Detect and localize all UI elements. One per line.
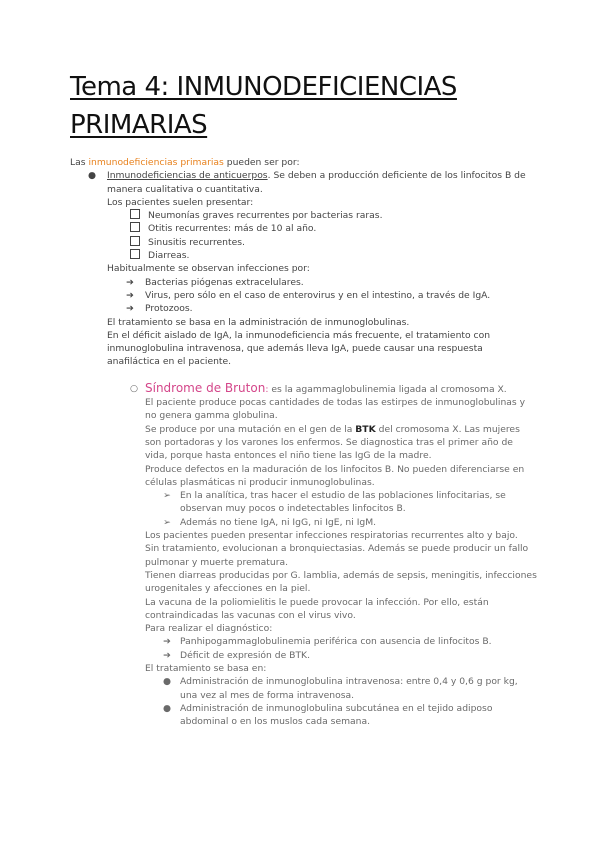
text-span: del cromosoma X. Las mujeres — [375, 423, 520, 435]
text-line: Tienen diarreas producidas por G. lamblia, además de sepsis, meningitis, infecciones — [145, 569, 537, 581]
list-item — [162, 675, 520, 688]
text-line: vida, porque hasta entonces el niño tiene las IgG de la madre. — [145, 450, 432, 462]
checklist-item — [148, 236, 600, 249]
text-line: La vacuna de la poliomielitis le puede provocar la infección. Por ello, están — [145, 596, 489, 608]
page-title-line2: PRIMARIAS — [70, 110, 208, 140]
text-line: El tratamiento se basa en la administración de inmunoglobulinas. — [107, 316, 410, 328]
list-item-continuation: abdominal o en los muslos cada semana. — [180, 716, 371, 728]
list-item-label: Virus, pero sólo en el caso de enterovirus y en el intestino, a través de IgA. — [145, 289, 491, 301]
text-line: son portadoras y los varones los enfermos. Se diagnostica tras el primer año de — [145, 436, 513, 448]
checkbox-icon — [130, 209, 140, 219]
arrowhead-icon: ➢ — [163, 516, 171, 528]
bruton-colon: : — [265, 383, 269, 395]
checkbox-icon — [130, 236, 140, 246]
document-body — [0, 156, 600, 728]
list-item — [163, 489, 520, 502]
arrow-icon: ➔ — [126, 289, 134, 301]
arrowhead-icon: ➢ — [163, 490, 171, 502]
text-line — [145, 423, 525, 436]
anticuerpos-heading — [87, 169, 600, 182]
list-item-label: Panhipogammaglobulinemia periférica con ausencia de linfocitos B. — [180, 636, 492, 648]
checklist-item — [148, 209, 600, 222]
intro-highlight: inmunodeficiencias primarias — [88, 157, 224, 168]
page-title-line1: Tema 4: INMUNODEFICIENCIAS — [70, 72, 457, 102]
arrow-icon: ➔ — [163, 649, 171, 661]
text-line: manera cualitativa o cuantitativa. — [107, 183, 263, 195]
text-line: urogenitales y afecciones en la piel. — [145, 583, 311, 595]
arrow-icon: ➔ — [126, 303, 134, 315]
intro-suffix: pueden ser por: — [223, 157, 300, 168]
text-line: En el déficit aislado de IgA, la inmunodeficiencia más frecuente, el tratamiento con — [107, 329, 491, 341]
bullet-dot-icon: ● — [162, 676, 172, 688]
text-span: Se produce por una mutación en el gen de la — [145, 423, 356, 435]
intro-prefix: Las — [70, 157, 89, 168]
list-item-label: Bacterias piógenas extracelulares. — [145, 276, 304, 288]
checklist-label: Neumonías graves recurrentes por bacterias raras. — [148, 210, 383, 222]
intro-paragraph — [70, 156, 600, 169]
checklist-label: Otitis recurrentes: más de 10 al año. — [148, 223, 317, 235]
text-line: Los pacientes pueden presentar infecciones respiratorias recurrentes alto y bajo. — [145, 530, 518, 542]
checkbox-icon — [130, 249, 140, 259]
list-item — [163, 635, 520, 648]
arrow-icon: ➔ — [126, 276, 134, 288]
text-line: El tratamiento se basa en: — [145, 662, 267, 674]
arrow-icon: ➔ — [163, 636, 171, 648]
bruton-desc: es la agammaglobulinemia ligada al cromosoma X. — [268, 383, 507, 395]
list-item — [163, 649, 520, 662]
text-line: Sin tratamiento, evolucionan a bronquiectasias. Además se puede producir un fallo — [145, 543, 529, 555]
bullet-circle-icon: ○ — [129, 382, 139, 394]
list-item-label: Protozoos. — [145, 303, 193, 315]
text-line: Para realizar el diagnóstico: — [145, 623, 273, 635]
list-item-continuation: una vez al mes de forma intravenosa. — [180, 689, 355, 701]
text-line: El paciente produce pocas cantidades de todas las estirpes de inmunoglobulinas y — [145, 397, 526, 409]
checklist-label: Sinusitis recurrentes. — [148, 236, 245, 248]
list-item — [163, 516, 520, 529]
list-item-label: Administración de inmunoglobulina intravenosa: entre 0,4 y 0,6 g por kg, — [180, 676, 518, 688]
text-line: Produce defectos en la maduración de los linfocitos B. No pueden diferenciarse en — [145, 463, 525, 475]
list-item — [126, 276, 600, 289]
anticuerpos-title: Inmunodeficiencias de anticuerpos — [107, 170, 268, 182]
text-line: Los pacientes suelen presentar: — [107, 196, 254, 208]
list-item-label: Déficit de expresión de BTK. — [180, 649, 311, 661]
text-line: contraindicadas las vacunas con el virus vivo. — [145, 609, 356, 621]
text-line: no genera gamma globulina. — [145, 410, 278, 422]
checklist-item — [148, 249, 600, 262]
text-line: inmunoglobulina intravenosa, que además lleva IgA, puede causar una respuesta — [107, 343, 483, 355]
list-item-continuation: observan muy pocos o indetectables linfocitos B. — [180, 503, 406, 515]
list-item — [162, 702, 520, 715]
btk-label: BTK — [355, 423, 376, 435]
list-item — [126, 302, 600, 315]
text-line: anafiláctica en el paciente. — [107, 356, 232, 368]
checkbox-icon — [130, 222, 140, 232]
bruton-heading — [129, 380, 525, 396]
anticuerpos-desc: . Se deben a producción deficiente de los linfocitos B de — [267, 170, 526, 182]
bruton-title: Síndrome de Bruton — [145, 380, 266, 395]
text-line: pulmonar y muerte prematura. — [145, 556, 289, 568]
bullet-dot-icon: ● — [162, 702, 172, 714]
list-item-label: Además no tiene IgA, ni IgG, ni IgE, ni IgM. — [180, 516, 377, 528]
checklist-item — [148, 222, 600, 235]
list-item-label: Administración de inmunoglobulina subcutánea en el tejido adiposo — [180, 702, 493, 714]
text-line: Habitualmente se observan infecciones por: — [107, 263, 310, 275]
checklist-label: Diarreas. — [148, 250, 190, 262]
list-item — [126, 289, 600, 302]
list-item-label: En la analítica, tras hacer el estudio de las poblaciones linfocitarias, se — [180, 490, 506, 502]
text-line: células plasmáticas ni producir inmunoglobulinas. — [145, 476, 375, 488]
bullet-dot-icon: ● — [87, 170, 97, 182]
bruton-section — [0, 382, 600, 729]
